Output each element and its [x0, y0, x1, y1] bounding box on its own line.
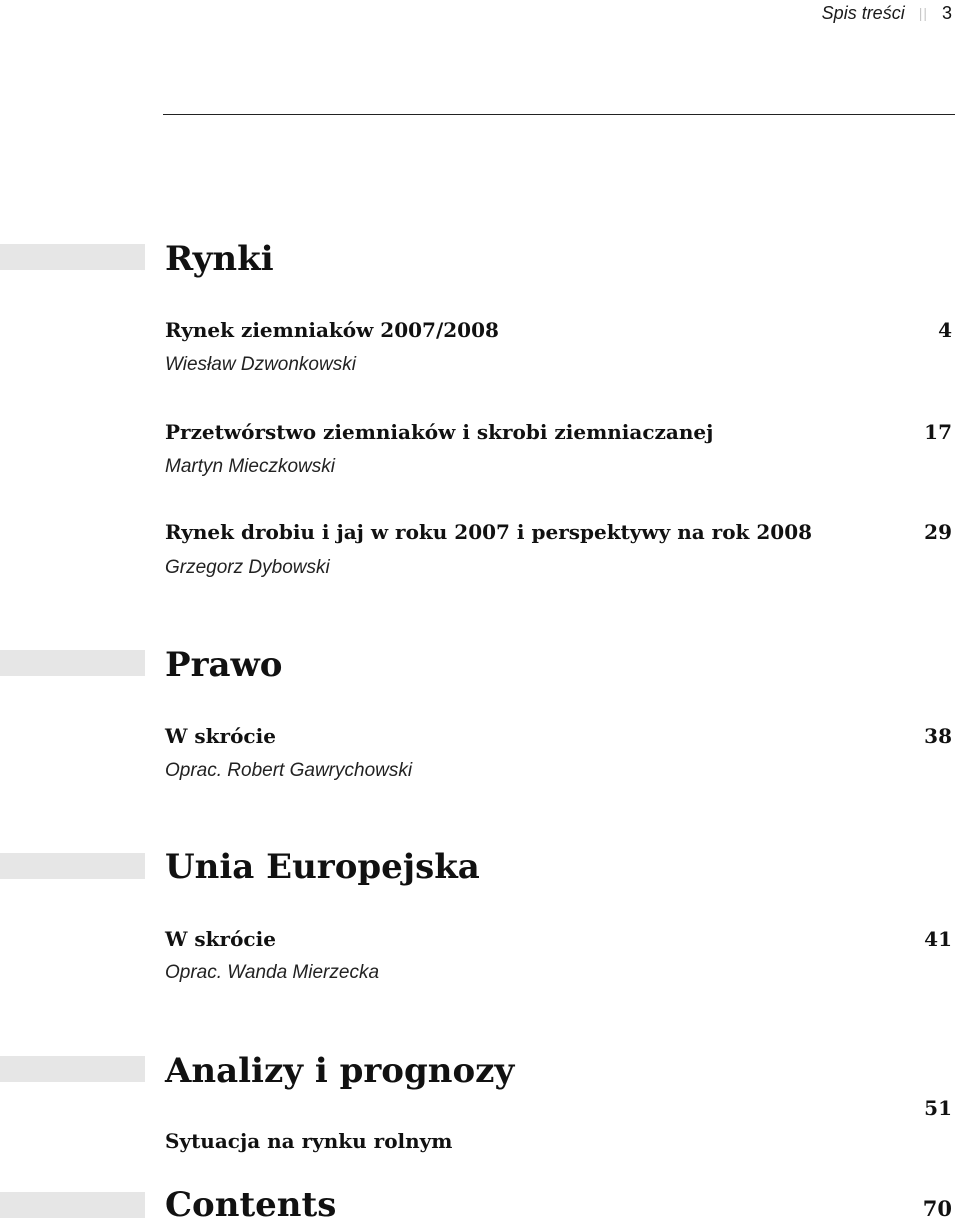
section-marker-bar [0, 650, 145, 676]
toc-entry-page[interactable]: 17 [924, 420, 952, 444]
section-title-prawo: Prawo [165, 645, 283, 685]
toc-entry-title[interactable]: Rynek ziemniaków 2007/2008 [165, 318, 499, 342]
section-marker-bar [0, 1192, 145, 1218]
section-title-unia-europejska: Unia Europejska [165, 847, 480, 887]
toc-entry-author: Oprac. Robert Gawrychowski [165, 760, 413, 781]
toc-entry-author: Martyn Mieczkowski [165, 456, 335, 477]
toc-entry-author: Wiesław Dzwonkowski [165, 354, 356, 375]
toc-entry-page[interactable]: 41 [924, 927, 952, 951]
header-page-number: 3 [941, 2, 952, 23]
toc-entry-page[interactable]: 29 [924, 520, 952, 544]
toc-entry-page[interactable]: 38 [924, 724, 952, 748]
toc-entry-author: Oprac. Wanda Mierzecka [165, 962, 380, 983]
section-marker-bar [0, 853, 145, 879]
toc-entry-page[interactable]: 4 [938, 318, 952, 342]
toc-entry-author: Grzegorz Dybowski [165, 557, 330, 578]
toc-entry-page[interactable]: 51 [924, 1096, 952, 1120]
toc-entry-title[interactable]: W skrócie [165, 927, 276, 951]
header-section-name: Spis treści [821, 2, 905, 23]
header-separator: || [918, 5, 928, 21]
toc-entry-page[interactable]: 70 [922, 1196, 952, 1221]
section-title-rynki: Rynki [165, 239, 274, 279]
section-marker-bar [0, 244, 145, 270]
toc-entry-title[interactable]: Sytuacja na rynku rolnym [165, 1129, 453, 1153]
running-header [560, 0, 960, 26]
toc-entry-title[interactable]: Rynek drobiu i jaj w roku 2007 i perspektywy na rok 2008 [165, 520, 813, 544]
section-title-analizy-i-prognozy: Analizy i prognozy [165, 1051, 515, 1091]
toc-entry-title[interactable]: W skrócie [165, 724, 276, 748]
header-rule [163, 114, 955, 115]
section-title-contents: Contents [165, 1185, 337, 1225]
section-marker-bar [0, 1056, 145, 1082]
toc-entry-title[interactable]: Przetwórstwo ziemniaków i skrobi ziemniaczanej [165, 420, 714, 444]
